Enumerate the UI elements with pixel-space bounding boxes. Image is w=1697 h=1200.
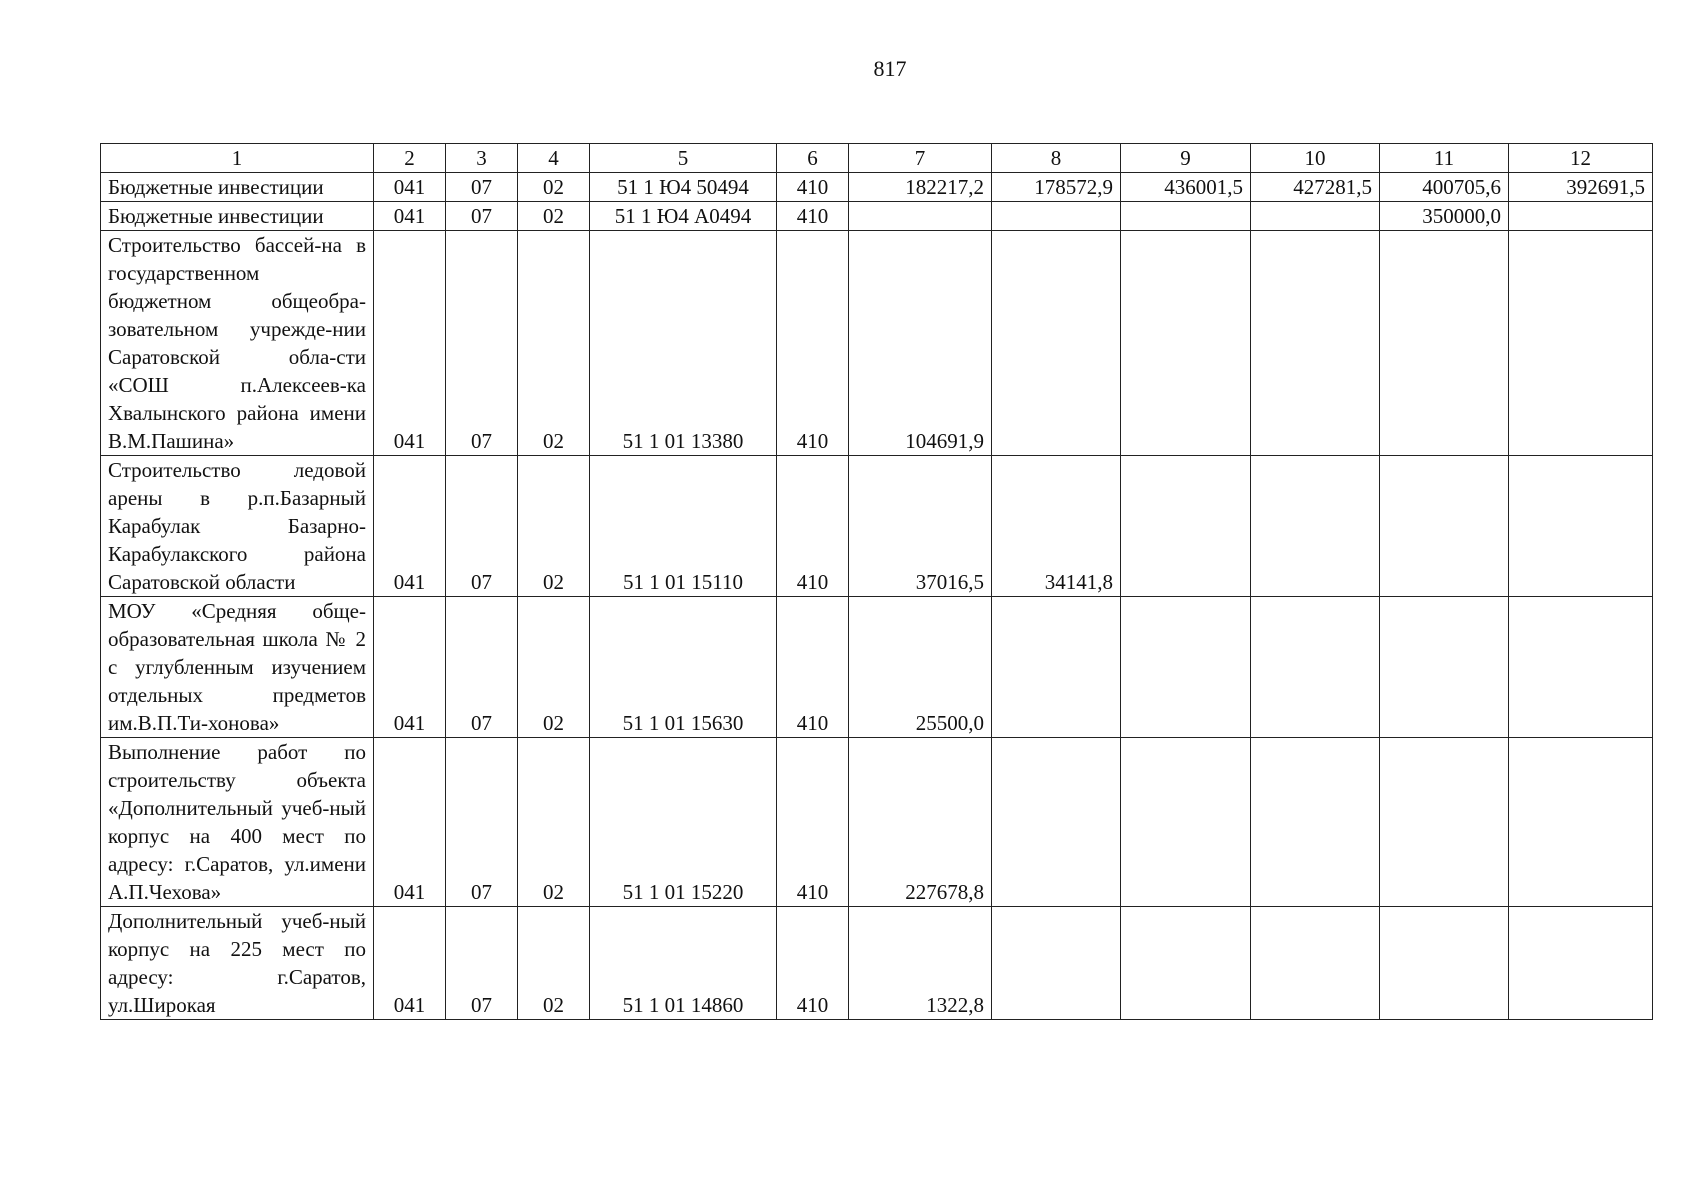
section-cell: 07 bbox=[446, 202, 518, 231]
amount-cell bbox=[1121, 738, 1251, 907]
amount-cell bbox=[1509, 597, 1653, 738]
amount-cell: 34141,8 bbox=[992, 456, 1121, 597]
header-cell: 4 bbox=[518, 144, 590, 173]
header-cell: 8 bbox=[992, 144, 1121, 173]
amount-cell bbox=[1251, 456, 1380, 597]
row-name-cell: Строительство бассей-на в государственном бюджетном общеобра-зовательном учрежде-нии Саратовской обла-сти «СОШ п.Алексеев-ка Хвалынского района имени В.М.Пашина» bbox=[101, 231, 374, 456]
amount-cell: 182217,2 bbox=[849, 173, 992, 202]
amount-cell bbox=[1251, 202, 1380, 231]
amount-cell: 392691,5 bbox=[1509, 173, 1653, 202]
target-article-cell: 51 1 01 13380 bbox=[590, 231, 777, 456]
subsection-cell: 02 bbox=[518, 597, 590, 738]
expense-type-cell: 410 bbox=[777, 907, 849, 1020]
subsection-cell: 02 bbox=[518, 202, 590, 231]
header-cell: 12 bbox=[1509, 144, 1653, 173]
header-cell: 3 bbox=[446, 144, 518, 173]
header-row bbox=[101, 144, 1653, 173]
amount-cell bbox=[1251, 738, 1380, 907]
expense-type-cell: 410 bbox=[777, 738, 849, 907]
amount-cell bbox=[1509, 907, 1653, 1020]
ministry-code-cell: 041 bbox=[374, 202, 446, 231]
amount-cell bbox=[1380, 231, 1509, 456]
amount-cell: 25500,0 bbox=[849, 597, 992, 738]
amount-cell bbox=[1121, 456, 1251, 597]
amount-cell bbox=[992, 738, 1121, 907]
header-cell: 10 bbox=[1251, 144, 1380, 173]
amount-cell bbox=[992, 202, 1121, 231]
amount-cell bbox=[1121, 907, 1251, 1020]
header-cell: 11 bbox=[1380, 144, 1509, 173]
section-cell: 07 bbox=[446, 597, 518, 738]
target-article-cell: 51 1 01 15220 bbox=[590, 738, 777, 907]
amount-cell bbox=[1509, 456, 1653, 597]
table-row bbox=[101, 907, 1653, 1020]
amount-cell bbox=[1509, 738, 1653, 907]
ministry-code-cell: 041 bbox=[374, 738, 446, 907]
amount-cell bbox=[1121, 597, 1251, 738]
amount-cell: 1322,8 bbox=[849, 907, 992, 1020]
amount-cell bbox=[1251, 907, 1380, 1020]
row-name-cell: МОУ «Средняя обще-образовательная школа № 2 с углубленным изучением отдельных предметов им.В.П.Ти-хонова» bbox=[101, 597, 374, 738]
amount-cell bbox=[1121, 202, 1251, 231]
amount-cell: 104691,9 bbox=[849, 231, 992, 456]
budget-table bbox=[100, 143, 1653, 1020]
table-row bbox=[101, 597, 1653, 738]
expense-type-cell: 410 bbox=[777, 456, 849, 597]
amount-cell: 227678,8 bbox=[849, 738, 992, 907]
header-cell: 7 bbox=[849, 144, 992, 173]
header-cell: 9 bbox=[1121, 144, 1251, 173]
amount-cell: 436001,5 bbox=[1121, 173, 1251, 202]
row-name-cell: Бюджетные инвестиции bbox=[101, 173, 374, 202]
header-cell: 2 bbox=[374, 144, 446, 173]
amount-cell bbox=[1121, 231, 1251, 456]
section-cell: 07 bbox=[446, 738, 518, 907]
amount-cell bbox=[1380, 907, 1509, 1020]
header-cell: 1 bbox=[101, 144, 374, 173]
target-article-cell: 51 1 Ю4 А0494 bbox=[590, 202, 777, 231]
subsection-cell: 02 bbox=[518, 907, 590, 1020]
expense-type-cell: 410 bbox=[777, 231, 849, 456]
section-cell: 07 bbox=[446, 231, 518, 456]
page-number: 817 bbox=[873, 56, 907, 81]
amount-cell bbox=[1509, 202, 1653, 231]
row-name-cell: Бюджетные инвестиции bbox=[101, 202, 374, 231]
subsection-cell: 02 bbox=[518, 456, 590, 597]
expense-type-cell: 410 bbox=[777, 202, 849, 231]
table-row bbox=[101, 173, 1653, 202]
ministry-code-cell: 041 bbox=[374, 907, 446, 1020]
row-name-cell: Выполнение работ по строительству объекта «Дополнительный учеб-ный корпус на 400 мест по адресу: г.Саратов, ул.имени А.П.Чехова» bbox=[101, 738, 374, 907]
ministry-code-cell: 041 bbox=[374, 173, 446, 202]
table-row bbox=[101, 456, 1653, 597]
amount-cell bbox=[1380, 597, 1509, 738]
amount-cell: 178572,9 bbox=[992, 173, 1121, 202]
amount-cell bbox=[992, 231, 1121, 456]
amount-cell: 400705,6 bbox=[1380, 173, 1509, 202]
target-article-cell: 51 1 01 14860 bbox=[590, 907, 777, 1020]
amount-cell bbox=[992, 597, 1121, 738]
ministry-code-cell: 041 bbox=[374, 231, 446, 456]
section-cell: 07 bbox=[446, 456, 518, 597]
header-cell: 6 bbox=[777, 144, 849, 173]
amount-cell bbox=[1380, 456, 1509, 597]
amount-cell: 350000,0 bbox=[1380, 202, 1509, 231]
ministry-code-cell: 041 bbox=[374, 456, 446, 597]
expense-type-cell: 410 bbox=[777, 173, 849, 202]
target-article-cell: 51 1 01 15630 bbox=[590, 597, 777, 738]
ministry-code-cell: 041 bbox=[374, 597, 446, 738]
row-name-cell: Строительство ледовой арены в р.п.Базарный Карабулак Базарно-Карабулакского района Саратовской области bbox=[101, 456, 374, 597]
section-cell: 07 bbox=[446, 907, 518, 1020]
amount-cell bbox=[849, 202, 992, 231]
amount-cell bbox=[1251, 231, 1380, 456]
amount-cell: 37016,5 bbox=[849, 456, 992, 597]
target-article-cell: 51 1 01 15110 bbox=[590, 456, 777, 597]
target-article-cell: 51 1 Ю4 50494 bbox=[590, 173, 777, 202]
section-cell: 07 bbox=[446, 173, 518, 202]
table-row bbox=[101, 738, 1653, 907]
subsection-cell: 02 bbox=[518, 173, 590, 202]
row-name-cell: Дополнительный учеб-ный корпус на 225 мест по адресу: г.Саратов, ул.Широкая bbox=[101, 907, 374, 1020]
subsection-cell: 02 bbox=[518, 231, 590, 456]
table-row bbox=[101, 202, 1653, 231]
expense-type-cell: 410 bbox=[777, 597, 849, 738]
header-cell: 5 bbox=[590, 144, 777, 173]
amount-cell bbox=[1380, 738, 1509, 907]
amount-cell bbox=[992, 907, 1121, 1020]
subsection-cell: 02 bbox=[518, 738, 590, 907]
amount-cell: 427281,5 bbox=[1251, 173, 1380, 202]
table-row bbox=[101, 231, 1653, 456]
amount-cell bbox=[1509, 231, 1653, 456]
amount-cell bbox=[1251, 597, 1380, 738]
